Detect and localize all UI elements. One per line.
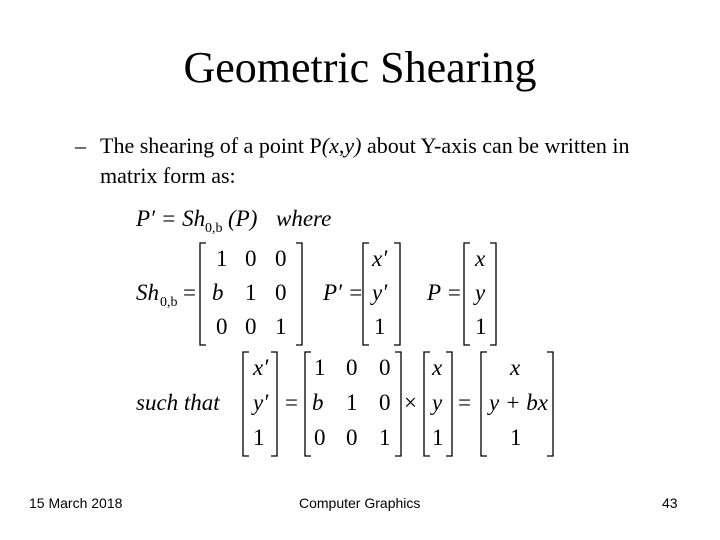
sh-cell: 1 bbox=[275, 314, 287, 339]
times-sign: × bbox=[404, 390, 417, 415]
sh-cell: 0 bbox=[245, 246, 257, 271]
sh-cell: 0 bbox=[216, 314, 228, 339]
p-cell: x bbox=[475, 246, 486, 271]
mult-cell: 1 bbox=[379, 425, 391, 450]
p-prime-cell: y′ bbox=[372, 280, 388, 305]
result-cell: x bbox=[510, 355, 521, 380]
bullet-dash: – bbox=[75, 133, 86, 158]
rhs-vector-left-bracket bbox=[424, 352, 430, 456]
slide-title: Geometric Shearing bbox=[183, 43, 537, 92]
eq1-lhs: P′ = Sh bbox=[136, 206, 206, 231]
footer-date: 15 March 2018 bbox=[29, 495, 123, 511]
sh-sub: 0,b bbox=[160, 295, 178, 310]
lhs-vector-cell: 1 bbox=[253, 425, 265, 450]
p-prime-left-bracket bbox=[363, 243, 369, 345]
mult-matrix-right-bracket bbox=[395, 352, 401, 456]
lhs-vector-left-bracket bbox=[243, 352, 249, 456]
lhs-vector-cell: y′ bbox=[253, 390, 269, 415]
p-label: P = bbox=[427, 280, 462, 305]
equals-sign-2: = bbox=[458, 390, 471, 415]
mult-cell: b bbox=[312, 390, 324, 415]
mult-cell: 0 bbox=[379, 355, 391, 380]
equals-sign: = bbox=[285, 390, 298, 415]
rhs-vector-right-bracket bbox=[446, 352, 452, 456]
rhs-vector-cell: 1 bbox=[432, 425, 444, 450]
p-cell: y bbox=[475, 280, 486, 305]
result-cell: 1 bbox=[510, 425, 522, 450]
eq1-rhs: (P) bbox=[228, 206, 258, 231]
mult-cell: 0 bbox=[346, 425, 358, 450]
sh-cell: 1 bbox=[245, 280, 257, 305]
bullet-text-after: about Y-axis can be written in matrix form as: bbox=[100, 133, 630, 188]
rhs-vector-cell: x bbox=[432, 355, 443, 380]
p-cell: 1 bbox=[475, 314, 487, 339]
result-cell: y + bx bbox=[489, 390, 548, 415]
footer-title: Computer Graphics bbox=[299, 495, 421, 511]
mult-cell: 1 bbox=[314, 355, 326, 380]
lhs-vector-right-bracket bbox=[271, 352, 277, 456]
mult-cell: 0 bbox=[379, 390, 391, 415]
footer-page-number: 43 bbox=[662, 495, 678, 511]
sh-cell: 0 bbox=[275, 280, 287, 305]
sh-cell: 1 bbox=[216, 246, 228, 271]
mult-cell: 0 bbox=[346, 355, 358, 380]
p-prime-cell: 1 bbox=[374, 314, 386, 339]
bullet-text-before: The shearing of a point P bbox=[100, 133, 322, 158]
sh-equals: = bbox=[183, 280, 196, 305]
sh-label: Sh bbox=[136, 280, 159, 305]
eq1-where: where bbox=[276, 206, 332, 231]
rhs-vector-cell: y bbox=[432, 390, 443, 415]
result-left-bracket bbox=[481, 352, 487, 456]
mult-matrix bbox=[312, 355, 391, 450]
mult-cell: 0 bbox=[314, 425, 326, 450]
sh-matrix-right-bracket bbox=[296, 243, 302, 345]
p-left-bracket bbox=[464, 243, 470, 345]
lhs-vector-cell: x′ bbox=[253, 355, 269, 380]
sh-matrix-left-bracket bbox=[200, 243, 206, 345]
sh-cell: b bbox=[212, 280, 224, 305]
eq1-sub: 0,b bbox=[205, 221, 223, 236]
sh-matrix bbox=[212, 246, 287, 339]
bullet-point: (x,y) bbox=[321, 133, 362, 158]
mult-matrix-left-bracket bbox=[305, 352, 311, 456]
sh-cell: 0 bbox=[245, 314, 257, 339]
mult-cell: 1 bbox=[346, 390, 358, 415]
p-prime-label: P′ = bbox=[323, 280, 364, 305]
sh-cell: 0 bbox=[275, 246, 287, 271]
p-prime-cell: x′ bbox=[372, 246, 388, 271]
p-prime-right-bracket bbox=[394, 243, 400, 345]
p-right-bracket bbox=[490, 243, 496, 345]
such-that-label: such that bbox=[136, 390, 220, 415]
